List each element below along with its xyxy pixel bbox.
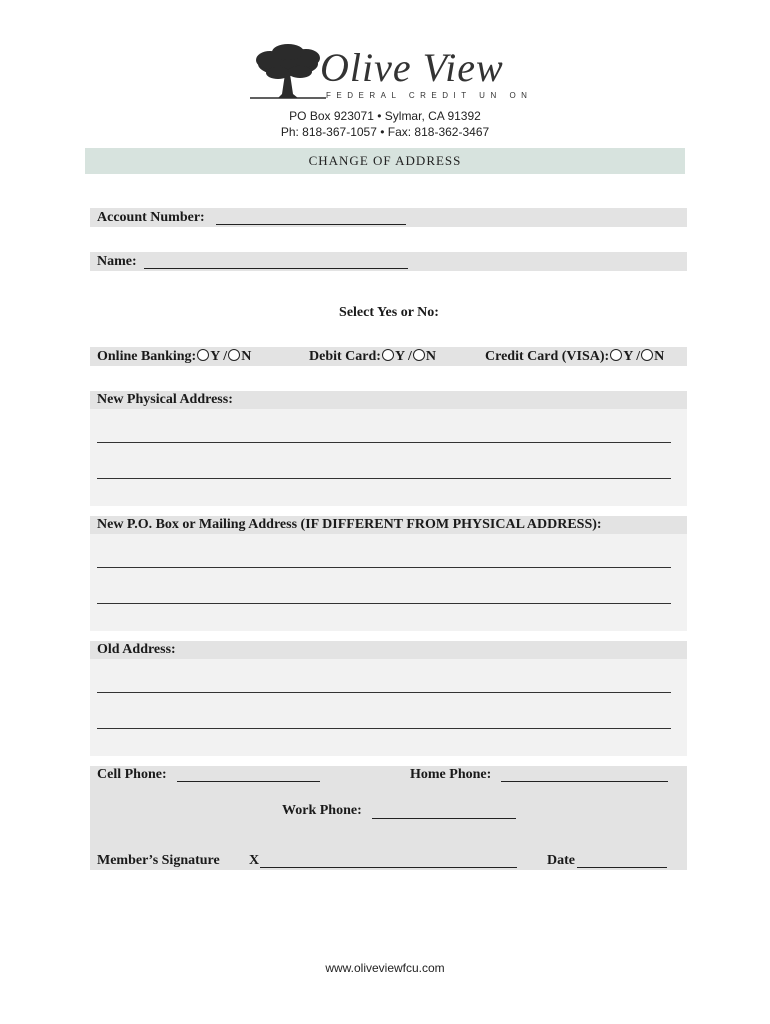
credit-card-yes-radio[interactable] xyxy=(610,349,622,361)
new-mailing-label: New P.O. Box or Mailing Address (IF DIFFERENT FROM PHYSICAL ADDRESS): xyxy=(97,517,602,532)
new-mailing-line-1[interactable] xyxy=(97,567,671,568)
new-mailing-section xyxy=(90,534,687,631)
credit-card-label: Credit Card (VISA): xyxy=(485,349,610,364)
new-physical-label: New Physical Address: xyxy=(97,392,233,407)
work-phone-label: Work Phone: xyxy=(282,803,362,818)
work-phone-field[interactable] xyxy=(372,818,516,819)
debit-card-no-radio[interactable] xyxy=(413,349,425,361)
online-banking-no-radio[interactable] xyxy=(228,349,240,361)
header-address: PO Box 923071 • Sylmar, CA 91392 xyxy=(289,109,481,123)
date-label: Date xyxy=(547,853,575,868)
no-text: N xyxy=(241,349,252,364)
name-field[interactable] xyxy=(144,268,408,269)
old-address-header xyxy=(90,641,687,659)
signature-field[interactable] xyxy=(260,867,517,868)
credit-card-option xyxy=(485,349,664,365)
signature-x: X xyxy=(249,853,260,868)
no-text: N xyxy=(654,349,665,364)
brand-name: Olive View xyxy=(320,45,504,90)
name-label: Name: xyxy=(97,254,137,269)
cell-phone-label: Cell Phone: xyxy=(97,767,167,782)
form-title: CHANGE OF ADDRESS xyxy=(308,153,462,168)
old-address-label: Old Address: xyxy=(97,642,176,657)
footer-website: www.oliveviewfcu.com xyxy=(325,961,445,975)
yes-text: Y xyxy=(623,349,633,364)
debit-card-yes-radio[interactable] xyxy=(382,349,394,361)
select-yes-no-prompt: Select Yes or No: xyxy=(339,305,439,320)
header-phone: Ph: 818-367-1057 • Fax: 818-362-3467 xyxy=(280,125,490,139)
new-physical-line-1[interactable] xyxy=(97,442,671,443)
debit-card-label: Debit Card: xyxy=(309,349,381,364)
old-address-section xyxy=(90,659,687,756)
new-physical-line-2[interactable] xyxy=(97,478,671,479)
slash-text: / xyxy=(632,349,641,364)
slash-text: / xyxy=(219,349,228,364)
new-mailing-line-2[interactable] xyxy=(97,603,671,604)
online-banking-label: Online Banking: xyxy=(97,349,197,364)
old-address-line-1[interactable] xyxy=(97,692,671,693)
brand-subtitle: FEDERAL CREDIT UN ON xyxy=(326,91,533,100)
online-banking-option xyxy=(97,349,251,365)
credit-card-no-radio[interactable] xyxy=(641,349,653,361)
yes-text: Y xyxy=(210,349,220,364)
form-title-band xyxy=(85,148,685,174)
debit-card-option xyxy=(309,349,436,365)
old-address-line-2[interactable] xyxy=(97,728,671,729)
signature-label: Member’s Signature xyxy=(97,853,220,868)
new-physical-section xyxy=(90,409,687,506)
home-phone-label: Home Phone: xyxy=(410,767,492,782)
olive-tree-icon xyxy=(248,40,328,104)
logo xyxy=(248,40,533,104)
date-field[interactable] xyxy=(577,867,667,868)
home-phone-field[interactable] xyxy=(501,781,668,782)
account-number-field[interactable] xyxy=(216,224,406,225)
online-banking-yes-radio[interactable] xyxy=(197,349,209,361)
account-number-label: Account Number: xyxy=(97,210,205,225)
yes-text: Y xyxy=(394,349,405,364)
no-text: N xyxy=(425,349,437,364)
cell-phone-field[interactable] xyxy=(177,781,320,782)
slash-text: / xyxy=(404,349,412,364)
